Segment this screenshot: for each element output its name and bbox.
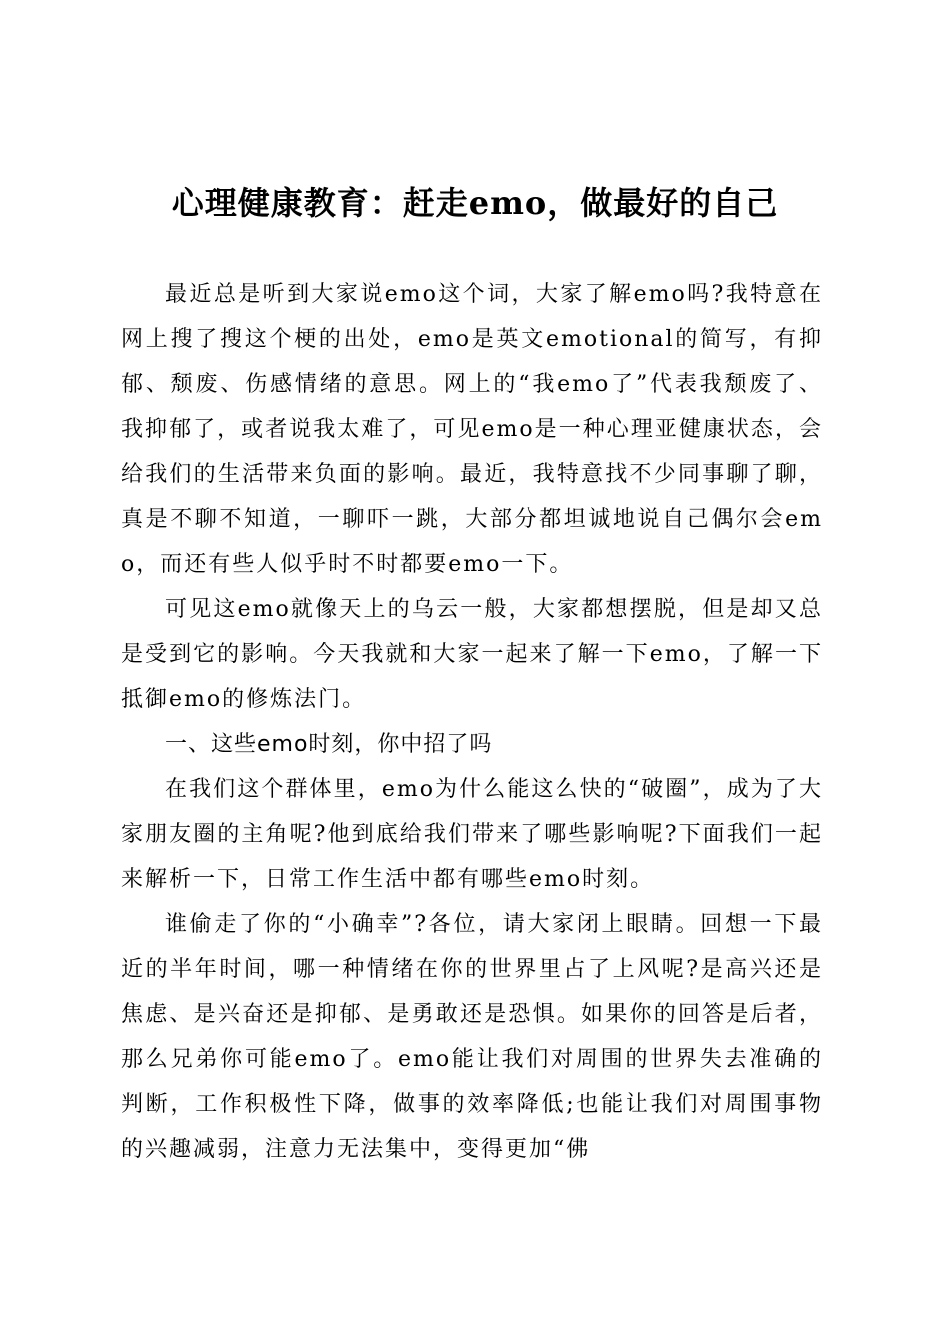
paragraph-small-happiness: 谁偷走了你的“小确幸”?各位，请大家闭上眼睛。回想一下最近的半年时间，哪一种情绪在你的世界里占了上风呢?是高兴还是焦虑、是兴奋还是抑郁、是勇敢还是恐惧。如果你的回答是后者，那么兄弟你可能emo了。emo能让我们对周围的世界失去准确的判断，工作积极性下降，做事的效率降低;也能让我们对周围事物的兴趣减弱，注意力无法集中，变得更加“佛	[121, 912, 823, 1162]
paragraph-break-circle: 在我们这个群体里，emo为什么能这么快的“破圈”，成为了大家朋友圈的主角呢?他到底给我们带来了哪些影响呢?下面我们一起来解析一下，日常工作生活中都有哪些emo时刻。	[121, 777, 823, 892]
document-body	[121, 272, 823, 1172]
paragraph-intro: 最近总是听到大家说emo这个词，大家了解emo吗?我特意在网上搜了搜这个梗的出处，emo是英文emotional的简写，有抑郁、颓废、伤感情绪的意思。网上的“我emo了”代表我颓废了、我抑郁了，或者说我太难了，可见emo是一种心理亚健康状态，会给我们的生活带来负面的影响。最近，我特意找不少同事聊了聊，真是不聊不知道，一聊吓一跳，大部分都坦诚地说自己偶尔会emo，而还有些人似乎时不时都要emo一下。	[121, 282, 823, 577]
paragraph-dark-cloud: 可见这emo就像天上的乌云一般，大家都想摆脱，但是却又总是受到它的影响。今天我就和大家一起来了解一下emo，了解一下抵御emo的修炼法门。	[121, 597, 823, 712]
document-title: 心理健康教育：赶走emo，做最好的自己	[171, 184, 779, 222]
section-heading-1: 一、这些emo时刻，你中招了吗	[165, 732, 493, 757]
